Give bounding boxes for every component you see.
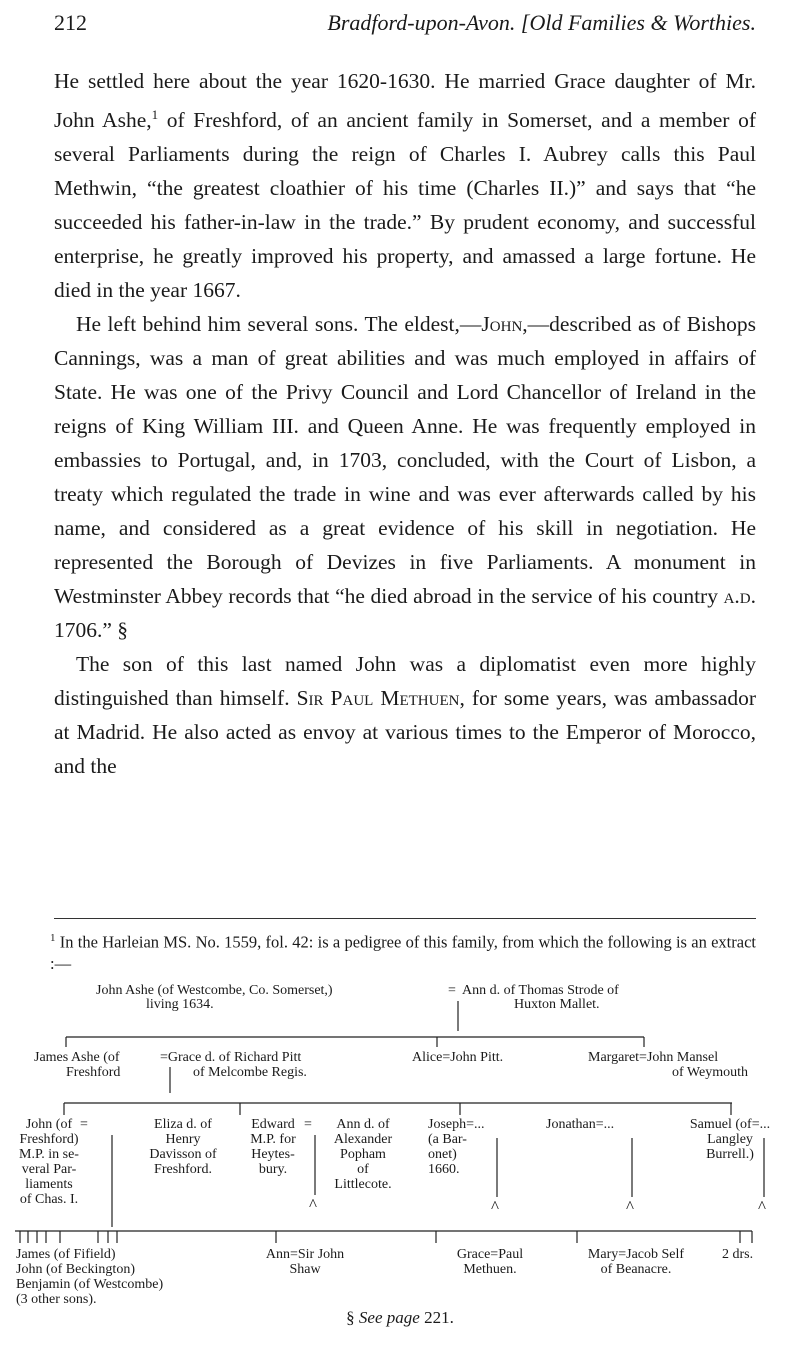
- person-grace-methuen: Grace=Paul Methuen.: [456, 1247, 524, 1277]
- person-eliza-davisson: Eliza d. of Henry Davisson of Freshford.: [149, 1117, 217, 1177]
- footnote-mark: 1: [50, 932, 56, 944]
- page-footer-note: [0, 1308, 800, 1328]
- marriage-sign: =: [448, 983, 456, 998]
- footnote: [50, 928, 756, 974]
- text-run: ,—described as of Bishops Cannings, was a man of great abilities and was much employed in affairs of State. He was one of the Privy Council and Lord Chancellor of Ireland in the reigns of King William III. and Queen Anne. He was frequently employed in embassies to Portugal, and, in 1703, concluded, with the Court of Lisbon, a treaty which regulated the trade in wine and was ever afterwards called by his name, and considered as a great evidence of his skill in negotiation. He represented the Borough of Devizes in five Parliaments. A monument in Westminster Abbey records that “he died abroad in the service of his country: [54, 312, 757, 609]
- name-smallcaps: Sir Paul Methuen: [296, 686, 460, 711]
- see-text: See page: [358, 1308, 420, 1327]
- person-james-ashe-place: Freshford: [66, 1065, 121, 1080]
- footnote-text: In the Harleian MS. No. 1559, fol. 42: is a pedigree of this family, from which the following is an extract :—: [50, 932, 756, 973]
- paragraph: [54, 64, 756, 307]
- person-grace-pitt: =Grace d. of Richard Pitt: [160, 1050, 302, 1065]
- page-number: 212: [54, 10, 87, 35]
- text-run: of Freshford, of an ancient family in Somerset, and a member of several Parliaments during the reign of Charles I. Aubrey calls this Paul Methwin, “the greatest cloathier of his time (Charles II.)” and says that “he succeeded his father-in-law in the trade.” By prudent economy, and successful enterprise, he greatly improved his property, and amassed a large fortune. He died in the year 1667.: [54, 108, 756, 303]
- text-run: , for some years, was ambassador at Madrid. He also acted as envoy at various times to the Emperor of Morocco, and the: [54, 686, 756, 779]
- children-of-john: James (of Fifield) John (of Beckington) Benjamin (of Westcombe) (3 other sons).: [16, 1247, 164, 1307]
- name-smallcaps: John: [481, 312, 523, 337]
- person-samuel: Samuel (of=... Langley Burrell.): [689, 1117, 771, 1162]
- person-jonathan: Jonathan=...: [546, 1117, 615, 1132]
- person-john-of-freshford: John (of Freshford) M.P. in se- veral Par- liaments of Chas. I.: [19, 1117, 79, 1207]
- text-run: He left behind him several sons. The eldest,—: [76, 312, 482, 337]
- pedigree-chart: [0, 975, 800, 1325]
- person-edward: Edward M.P. for Heytes- bury.: [250, 1117, 296, 1177]
- descent-mark: ^: [309, 1195, 317, 1214]
- person-joseph: Joseph=... (a Bar- onet) 1660.: [428, 1117, 485, 1177]
- person-mary-self: Mary=Jacob Self of Beanacre.: [587, 1247, 685, 1277]
- text-run: 1706.” §: [54, 618, 129, 643]
- section-mark: §: [346, 1308, 355, 1327]
- descent-mark: ^: [491, 1197, 499, 1216]
- main-text: [54, 64, 756, 783]
- marriage-sign: =: [304, 1117, 312, 1132]
- person-alice: Alice=John Pitt.: [412, 1050, 504, 1065]
- person-margaret-place: of Weymouth: [672, 1065, 748, 1080]
- page-header: [54, 10, 756, 40]
- person-ann-shaw: Ann=Sir John Shaw: [265, 1247, 345, 1277]
- descent-mark: ^: [758, 1197, 766, 1216]
- text-run: The son of this last named John was a diplomatist even more highly distinguished than himself.: [54, 652, 756, 711]
- person-margaret: Margaret=John Mansel: [588, 1050, 719, 1065]
- person-john-ashe: John Ashe (of Westcombe, Co. Somerset,): [96, 983, 333, 998]
- paragraph: [54, 307, 756, 647]
- descent-mark: ^: [626, 1197, 634, 1216]
- marriage-sign: =: [80, 1117, 88, 1132]
- person-grace-pitt-place: of Melcombe Regis.: [193, 1065, 307, 1080]
- footnote-ref: 1: [151, 107, 159, 122]
- see-page: 221.: [424, 1308, 454, 1327]
- person-ann-strode: Ann d. of Thomas Strode of: [462, 983, 619, 998]
- person-john-ashe-date: living 1634.: [146, 997, 214, 1012]
- daughters: 2 drs.: [722, 1247, 754, 1262]
- text-run: He settled here about the year 1620-1630. He married Grace daughter of Mr. John Ashe,: [54, 69, 756, 133]
- paragraph: [54, 647, 756, 783]
- running-title: Bradford-upon-Avon. [Old Families & Worthies.: [327, 10, 756, 35]
- era-smallcaps: a.d.: [723, 584, 756, 609]
- person-ann-strode-place: Huxton Mallet.: [514, 997, 600, 1012]
- person-james-ashe: James Ashe (of: [34, 1050, 120, 1065]
- footnote-rule: [54, 918, 756, 919]
- person-ann-popham: Ann d. of Alexander Popham of Littlecote.: [333, 1117, 393, 1192]
